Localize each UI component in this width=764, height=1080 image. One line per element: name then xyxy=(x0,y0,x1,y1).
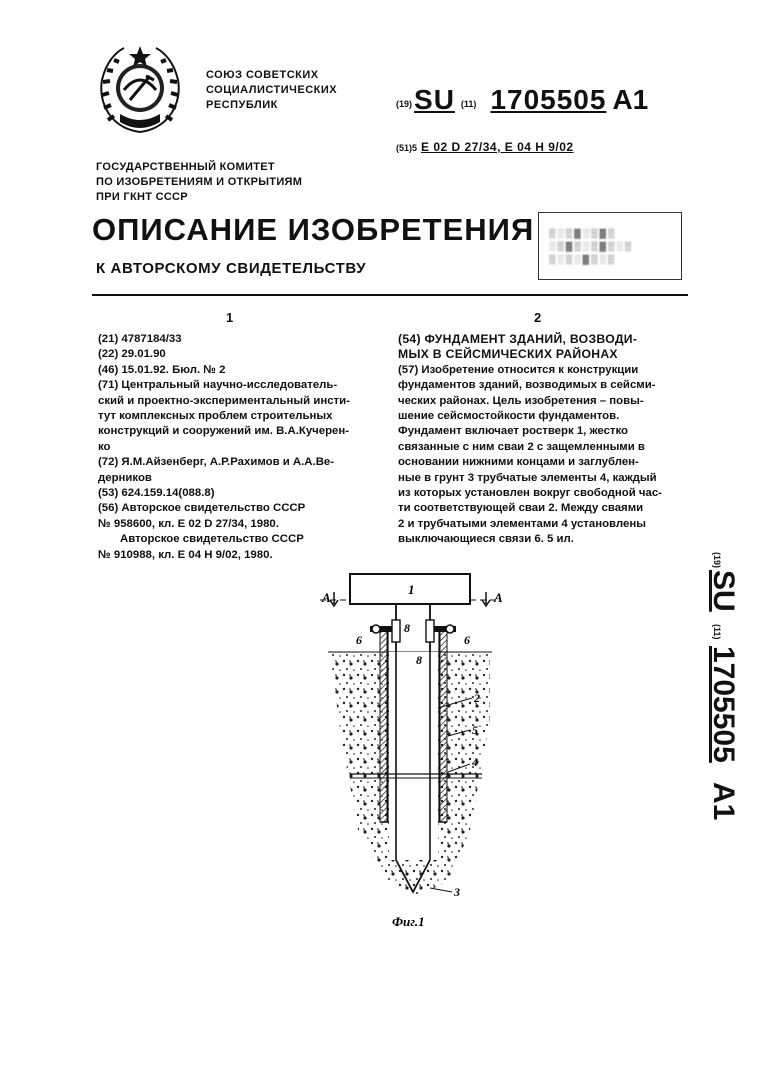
state-emblem xyxy=(90,40,190,140)
abstract-line: фундаментов зданий, возводимых в сейсми- xyxy=(398,379,656,392)
tube-right xyxy=(440,630,447,822)
label-fill: 5 xyxy=(472,723,478,737)
margin-code-19: (19) xyxy=(712,552,722,569)
stamp-smudge: ▒░▒▓░▒▓▒ ░▒▓▒░▒▓▒░▒ ▒░▒░▓▒░▒ xyxy=(549,228,634,264)
label-tie-left: 6 xyxy=(356,633,362,647)
margin-country-code: SU xyxy=(707,570,740,612)
abstract-line: ные в грунт 3 трубчатые элементы 4, каждый xyxy=(398,471,657,484)
biblio-line: конструкций и сооружений им. В.А.Кучерен- xyxy=(98,425,350,438)
biblio-line: № 958600, кл. E 02 D 27/34, 1980. xyxy=(98,517,279,530)
biblio-line: дерников xyxy=(98,471,152,484)
bracket-left xyxy=(392,620,400,642)
ipc-classification xyxy=(396,140,574,154)
column-number-left: 1 xyxy=(226,310,234,325)
biblio-line: (72) Я.М.Айзенберг, А.Р.Рахимов и А.А.Ве- xyxy=(98,456,335,469)
label-tie-right: 6 xyxy=(464,633,470,647)
abstract-line: ти соответствующей сваи 2. Между сваями xyxy=(398,502,644,515)
biblio-line: ко xyxy=(98,440,111,453)
invention-title-line: (54) ФУНДАМЕНТ ЗДАНИЙ, ВОЗВОДИ- xyxy=(398,332,638,346)
biblio-line: (21) 4787184/33 xyxy=(98,333,182,345)
committee-line: ПО ИЗОБРЕТЕНИЯМ И ОТКРЫТИЯМ xyxy=(96,176,303,188)
figure-caption: Фиг.1 xyxy=(392,914,425,929)
biblio-line: (22) 29.01.90 xyxy=(98,348,166,361)
margin-number: 1705505 xyxy=(707,646,740,763)
label-section-left: A xyxy=(322,590,331,605)
biblio-line: ский и проектно-экспериментальный инсти- xyxy=(98,394,350,407)
biblio-line: (46) 15.01.92. Бюл. № 2 xyxy=(98,363,226,376)
inid-code-19: (19) xyxy=(396,99,413,109)
abstract-line: связанные с ним сваи 2 с защемленными в xyxy=(398,440,645,453)
inid-code-51: (51)5 xyxy=(396,143,418,153)
committee-line: ГОСУДАРСТВЕННЫЙ КОМИТЕТ xyxy=(96,161,275,173)
label-soil: 3 xyxy=(454,885,460,899)
country-line: РЕСПУБЛИК xyxy=(206,99,278,111)
label-pile-cap: 1 xyxy=(408,582,415,597)
library-stamp xyxy=(538,212,682,280)
committee-line: ПРИ ГКНТ СССР xyxy=(96,191,188,203)
country-line: СОЮЗ СОВЕТСКИХ xyxy=(206,69,319,81)
margin-patent-number xyxy=(688,548,740,828)
label-pile: 2 xyxy=(474,691,480,705)
label-bracket-left: 8 xyxy=(404,621,410,635)
country-line: СОЦИАЛИСТИЧЕСКИХ xyxy=(206,84,338,96)
ipc-value: E 02 D 27/34, E 04 H 9/02 xyxy=(421,140,574,154)
biblio-line: (71) Центральный научно-исследователь- xyxy=(98,379,338,392)
abstract-line: шение сейсмостойкости фундаментов. xyxy=(398,410,620,423)
label-tube: 4 xyxy=(472,755,478,769)
figure-1-drawing xyxy=(300,560,540,940)
abstract-line: Фундамент включает ростверк 1, жестко xyxy=(398,425,629,438)
label-bracket-right: 8 xyxy=(416,653,422,667)
kind-code: A1 xyxy=(612,84,649,115)
biblio-line: № 910988, кл. E 04 H 9/02, 1980. xyxy=(98,548,273,561)
bracket-right xyxy=(426,620,434,642)
country-code: SU xyxy=(414,84,455,115)
abstract-column xyxy=(398,332,684,548)
section-arrow-right xyxy=(482,592,490,606)
biblio-line: (53) 624.159.14(088.8) xyxy=(98,487,215,500)
country-name xyxy=(206,68,337,113)
abstract-line: 2 и трубчатыми элементами 4 установлены xyxy=(398,517,646,530)
bibliographic-data xyxy=(98,332,380,563)
biblio-line: (56) Авторское свидетельство СССР xyxy=(98,502,306,515)
biblio-line: тут комплексных проблем строительных xyxy=(98,410,333,423)
abstract-line: ческих районах. Цель изобретения – повы- xyxy=(398,394,644,407)
state-committee xyxy=(96,160,302,205)
inid-code-11: (11) xyxy=(460,99,477,109)
section-arrow-left xyxy=(330,592,338,606)
label-section-right: A xyxy=(494,590,503,605)
abstract-line: (57) Изобретение относится к конструкции xyxy=(398,363,639,376)
abstract-line: выключающиеся связи 6. 5 ил. xyxy=(398,533,574,546)
publication-number xyxy=(396,84,648,116)
document-subtitle: К АВТОРСКОМУ СВИДЕТЕЛЬСТВУ xyxy=(96,260,367,277)
abstract-line: основании нижними концами и заглублен- xyxy=(398,456,639,469)
margin-kind: A1 xyxy=(707,782,740,821)
column-number-right: 2 xyxy=(534,310,542,325)
abstract-line: из которых установлен вокруг свободной час- xyxy=(398,487,662,500)
patent-number: 1705505 xyxy=(490,84,607,115)
header-divider xyxy=(92,294,688,296)
document-title: ОПИСАНИЕ ИЗОБРЕТЕНИЯ xyxy=(92,212,535,247)
biblio-line: Авторское свидетельство СССР xyxy=(120,533,304,546)
tube-left xyxy=(380,630,387,822)
margin-code-11: (11) xyxy=(712,624,722,640)
invention-title-line: МЫХ В СЕЙСМИЧЕСКИХ РАЙОНАХ xyxy=(398,347,618,362)
